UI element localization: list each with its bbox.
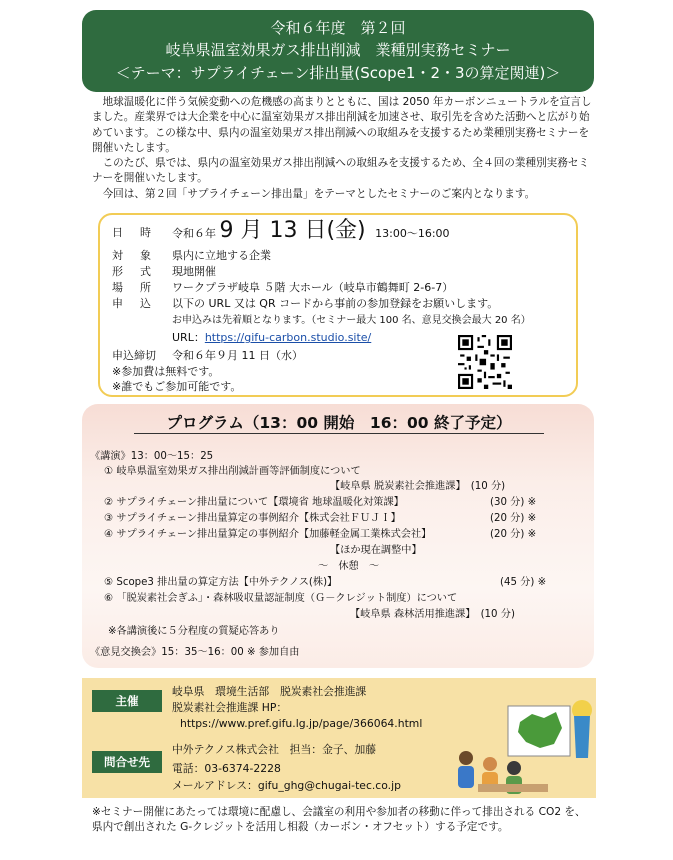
intro-paragraph-1: 地球温暖化に伴う気候変動への危機感の高まりとともに、国は 2050 年カーボンニュートラルを宣言しました。産業界では大企業を中心に温室効果ガス排出削減を加速させ、取引先を含めた活動へと広がり始めています。この様な中、県内の温室効果ガス排出削減への取組みを支援するため業種別実務セミナーを開催いたします。 [92, 96, 592, 154]
fee-note: ※参加費は無料です。 [112, 365, 220, 378]
title-line-2: 岐阜県温室効果ガス排出削減 業種別実務セミナー [165, 41, 511, 59]
fee-row [112, 364, 219, 379]
qa-note: ※各講演後に５分程度の質疑応答あり [108, 626, 280, 637]
lecture-item-5-minutes: (45 分) ※ [500, 577, 547, 588]
target-label: 対 象 [112, 249, 154, 262]
contact-tag: 問合せ先 [92, 751, 162, 773]
lecture-item-2: ② サプライチェーン排出量について【環境省 地球温暖化対策課】 [104, 497, 404, 508]
lecture-item-5: ⑤ Scope3 排出量の算定方法【中外テクノス(株)】 [104, 577, 338, 588]
title-line-3: ＜テーマ：サプライチェーン排出量(Scope1・2・3の算定関連)＞ [115, 64, 561, 82]
place-value: ワークプラザ岐阜 ５階 大ホール（岐阜市鶴舞町 2-6-7） [172, 281, 454, 294]
lecture-item-6: ⑥ 「脱炭素社会ぎふ」・森林吸収量認証制度（Ｇ－クレジット制度）について [104, 593, 458, 604]
deadline-label: 申込締切 [112, 349, 156, 362]
contact-email[interactable]: メールアドレス：gifu_ghg@chugai-tec.co.jp [172, 779, 401, 792]
date-big: 9 月 13 日(金) [219, 218, 366, 243]
host-tag: 主催 [92, 690, 162, 712]
date-row [112, 218, 450, 246]
footer-note: ※セミナー開催にあたっては環境に配慮し、会議室の利用や参加者の移動に伴って排出される CO2 を、県内で創出された G-クレジットを活用し相殺（カーボン・オフセット）する予定です。 [92, 806, 586, 833]
intro-text [92, 95, 592, 202]
lecture-item-6-presenter: 【岐阜県 森林活用推進課】 (10 分) [350, 609, 515, 620]
date-era: 令和６年 [172, 227, 216, 240]
sponsor-contact-box [82, 678, 596, 798]
url-row [172, 330, 371, 345]
deadline-value: 令和６年９月 11 日（水） [172, 349, 303, 362]
date-label: 日 時 [112, 226, 154, 239]
apply-note: お申込みは先着順となります。（セミナー最大 100 名、意見交換会最大 20 名） [172, 315, 531, 326]
break-label: ～ 休憩 ～ [318, 561, 380, 572]
seminar-illustration [448, 688, 594, 798]
host-url[interactable]: https://www.pref.gifu.lg.jp/page/366064.html [180, 717, 423, 730]
apply-row [112, 296, 498, 311]
intro-paragraph-3: 今回は、第２回「サプライチェーン排出量」をテーマとしたセミナーのご案内となります。 [92, 187, 536, 200]
registration-link[interactable]: https://gifu-carbon.studio.site/ [204, 331, 372, 344]
anyone-row [112, 379, 241, 394]
lecture-item-2-minutes: (30 分) ※ [490, 497, 537, 508]
contact-phone: 電話：03-6374-2228 [172, 762, 281, 775]
qr-code[interactable] [458, 335, 512, 389]
host-line-2: 脱炭素社会推進課 HP： [172, 701, 288, 714]
program-section [82, 404, 594, 668]
deadline-row [112, 348, 303, 363]
exchange-session: 《意見交換会》15：35～16：00 ※ 参加自由 [90, 647, 300, 658]
lecture-item-1-presenter: 【岐阜県 脱炭素社会推進課】 (10 分) [330, 481, 506, 492]
format-row [112, 264, 216, 279]
apply-note-row [172, 313, 531, 328]
format-value: 現地開催 [172, 265, 216, 278]
place-label: 場 所 [112, 281, 154, 294]
target-row [112, 248, 271, 263]
lecture-item-4-extra: 【ほか現在調整中】 [330, 545, 422, 556]
event-details-box [98, 213, 578, 397]
title-banner [82, 10, 594, 92]
lecture-item-4: ④ サプライチェーン排出量算定の事例紹介【加藤軽金属工業株式会社】 [104, 529, 432, 540]
format-label: 形 式 [112, 265, 154, 278]
lecture-item-3: ③ サプライチェーン排出量算定の事例紹介【株式会社ＦＵＪＩ】 [104, 513, 401, 524]
url-prefix: URL： [172, 331, 205, 344]
lecture-item-3-minutes: (20 分) ※ [490, 513, 537, 524]
lecture-item-1: ① 岐阜県温室効果ガス排出削減計画等評価制度について [104, 466, 361, 477]
target-value: 県内に立地する企業 [172, 249, 271, 262]
contact-line-1: 中外テクノス株式会社 担当：金子、加藤 [172, 743, 377, 756]
host-line-1: 岐阜県 環境生活部 脱炭素社会推進課 [172, 685, 367, 698]
apply-label: 申 込 [112, 297, 154, 310]
date-time: 13:00～16:00 [375, 227, 450, 240]
place-row [112, 280, 453, 295]
anyone-note: ※誰でもご参加可能です。 [112, 380, 242, 393]
lecture-header: 《講演》13：00～15：25 [90, 451, 214, 462]
intro-paragraph-2: このたび、県では、県内の温室効果ガス排出削減への取組みを支援するため、全４回の業種別実務セミナーを開催いたします。 [92, 157, 590, 185]
apply-value: 以下の URL 又は QR コードから事前の参加登録をお願いします。 [172, 297, 499, 310]
lecture-item-4-minutes: (20 分) ※ [490, 529, 537, 540]
title-line-1: 令和６年度 第２回 [270, 19, 406, 37]
program-title: プログラム（13：00 開始 16：00 終了予定） [134, 416, 544, 434]
